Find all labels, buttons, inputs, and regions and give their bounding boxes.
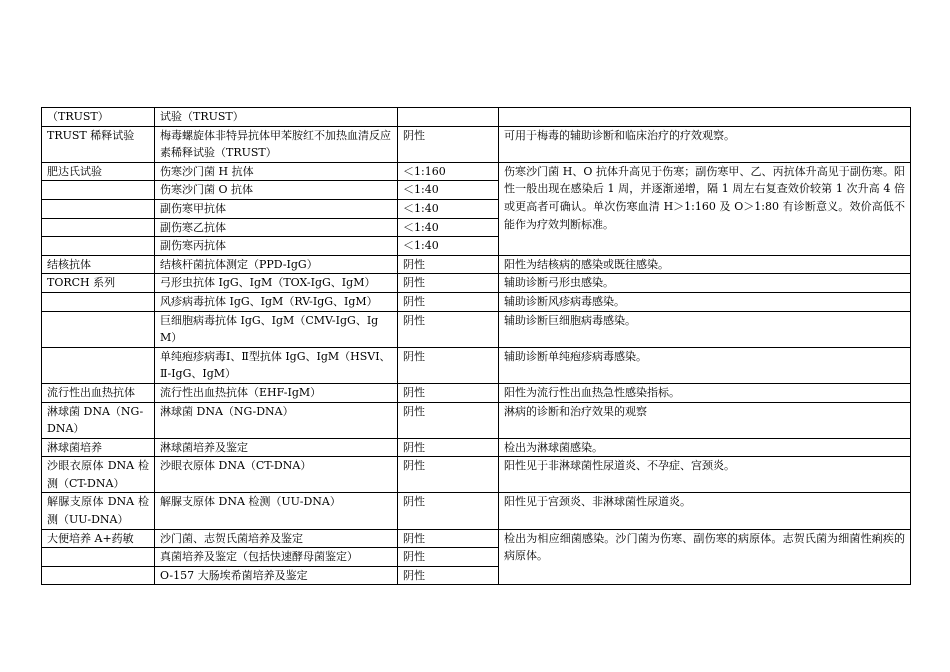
test-item-cell: 副伤寒甲抗体 [155, 199, 398, 218]
test-group-cell: 沙眼衣原体 DNA 检测（CT-DNA） [42, 457, 155, 493]
lab-test-table [41, 107, 911, 585]
test-group-cell [42, 347, 155, 383]
clinical-significance-cell: 伤寒沙门菌 H、O 抗体升高见于伤寒；副伤寒甲、乙、丙抗体升高见于副伤寒。阳性一般出现在感染后 1 周，并逐渐递增，隔 1 周左右复查效价较第 1 次升高 4 倍或更高者可确认。单次伤寒血清 H＞1:160 及 O＞1:80 有诊断意义。效价高低不能作为疗效判断标准。 [499, 162, 911, 255]
test-group-cell [42, 311, 155, 347]
test-group-cell [42, 566, 155, 585]
reference-value-cell: 阴性 [398, 274, 499, 293]
test-item-cell: 解脲支原体 DNA 检测（UU-DNA） [155, 493, 398, 529]
table-row [42, 108, 911, 127]
table-row [42, 402, 911, 438]
test-item-cell: 风疹病毒抗体 IgG、IgM（RV-IgG、IgM） [155, 292, 398, 311]
clinical-significance-cell: 辅助诊断风疹病毒感染。 [499, 292, 911, 311]
test-group-cell: （TRUST） [42, 108, 155, 127]
test-item-cell: 梅毒螺旋体非特异抗体甲苯胺红不加热血清反应素稀释试验（TRUST） [155, 126, 398, 162]
test-item-cell: 淋球菌培养及鉴定 [155, 438, 398, 457]
clinical-significance-cell [499, 108, 911, 127]
test-item-cell: 流行性出血热抗体（EHF-IgM） [155, 383, 398, 402]
test-item-cell: O-157 大肠埃希菌培养及鉴定 [155, 566, 398, 585]
test-group-cell: 淋球菌培养 [42, 438, 155, 457]
test-group-cell: 解脲支原体 DNA 检测（UU-DNA） [42, 493, 155, 529]
table-row [42, 311, 911, 347]
test-group-cell: 大便培养 A+药敏 [42, 529, 155, 548]
test-item-cell: 试验（TRUST） [155, 108, 398, 127]
test-item-cell: 副伤寒丙抗体 [155, 237, 398, 256]
reference-value-cell: 阴性 [398, 347, 499, 383]
reference-value-cell: ＜1:160 [398, 162, 499, 181]
test-item-cell: 沙门菌、志贺氏菌培养及鉴定 [155, 529, 398, 548]
clinical-significance-cell: 辅助诊断巨细胞病毒感染。 [499, 311, 911, 347]
table-row [42, 255, 911, 274]
reference-value-cell: 阴性 [398, 438, 499, 457]
clinical-significance-cell: 辅助诊断单纯疱疹病毒感染。 [499, 347, 911, 383]
reference-value-cell: 阴性 [398, 548, 499, 567]
reference-value-cell [398, 108, 499, 127]
table-row [42, 162, 911, 181]
clinical-significance-cell: 阳性为流行性出血热急性感染指标。 [499, 383, 911, 402]
table-row [42, 383, 911, 402]
test-group-cell [42, 199, 155, 218]
test-group-cell [42, 292, 155, 311]
clinical-significance-cell: 检出为相应细菌感染。沙门菌为伤寒、副伤寒的病原体。志贺氏菌为细菌性痢疾的病原体。 [499, 529, 911, 585]
test-group-cell: 淋球菌 DNA（NG-DNA） [42, 402, 155, 438]
test-item-cell: 巨细胞病毒抗体 IgG、IgM（CMV-IgG、IgM） [155, 311, 398, 347]
test-group-cell [42, 237, 155, 256]
reference-value-cell: 阴性 [398, 311, 499, 347]
test-group-cell: 肥达氏试验 [42, 162, 155, 181]
reference-value-cell: ＜1:40 [398, 181, 499, 200]
clinical-significance-cell: 辅助诊断弓形虫感染。 [499, 274, 911, 293]
reference-value-cell: 阴性 [398, 383, 499, 402]
reference-value-cell: ＜1:40 [398, 199, 499, 218]
table-row [42, 457, 911, 493]
reference-value-cell: 阴性 [398, 457, 499, 493]
test-group-cell [42, 218, 155, 237]
test-group-cell [42, 181, 155, 200]
clinical-significance-cell: 阳性见于宫颈炎、非淋球菌性尿道炎。 [499, 493, 911, 529]
table-row [42, 438, 911, 457]
test-item-cell: 真菌培养及鉴定（包括快速酵母菌鉴定） [155, 548, 398, 567]
table-row [42, 274, 911, 293]
reference-value-cell: 阴性 [398, 255, 499, 274]
reference-value-cell: 阴性 [398, 493, 499, 529]
table-row [42, 347, 911, 383]
table-row [42, 126, 911, 162]
clinical-significance-cell: 阳性为结核病的感染或既往感染。 [499, 255, 911, 274]
table-row [42, 529, 911, 548]
test-group-cell: 流行性出血热抗体 [42, 383, 155, 402]
test-item-cell: 单纯疱疹病毒Ⅰ、Ⅱ型抗体 IgG、IgM（HSVⅠ、Ⅱ-IgG、IgM） [155, 347, 398, 383]
clinical-significance-cell: 检出为淋球菌感染。 [499, 438, 911, 457]
test-item-cell: 弓形虫抗体 IgG、IgM（TOX-IgG、IgM） [155, 274, 398, 293]
test-item-cell: 结核杆菌抗体测定（PPD-IgG） [155, 255, 398, 274]
clinical-significance-cell: 阳性见于非淋球菌性尿道炎、不孕症、宫颈炎。 [499, 457, 911, 493]
reference-value-cell: 阴性 [398, 566, 499, 585]
test-item-cell: 淋球菌 DNA（NG-DNA） [155, 402, 398, 438]
reference-value-cell: ＜1:40 [398, 218, 499, 237]
clinical-significance-cell: 可用于梅毒的辅助诊断和临床治疗的疗效观察。 [499, 126, 911, 162]
test-group-cell: TRUST 稀释试验 [42, 126, 155, 162]
reference-value-cell: ＜1:40 [398, 237, 499, 256]
test-group-cell: TORCH 系列 [42, 274, 155, 293]
reference-value-cell: 阴性 [398, 529, 499, 548]
reference-value-cell: 阴性 [398, 126, 499, 162]
reference-value-cell: 阴性 [398, 292, 499, 311]
table-row [42, 493, 911, 529]
test-item-cell: 副伤寒乙抗体 [155, 218, 398, 237]
test-item-cell: 沙眼衣原体 DNA（CT-DNA） [155, 457, 398, 493]
table-row [42, 292, 911, 311]
reference-value-cell: 阴性 [398, 402, 499, 438]
test-group-cell [42, 548, 155, 567]
test-group-cell: 结核抗体 [42, 255, 155, 274]
test-item-cell: 伤寒沙门菌 H 抗体 [155, 162, 398, 181]
test-item-cell: 伤寒沙门菌 O 抗体 [155, 181, 398, 200]
clinical-significance-cell: 淋病的诊断和治疗效果的观察 [499, 402, 911, 438]
